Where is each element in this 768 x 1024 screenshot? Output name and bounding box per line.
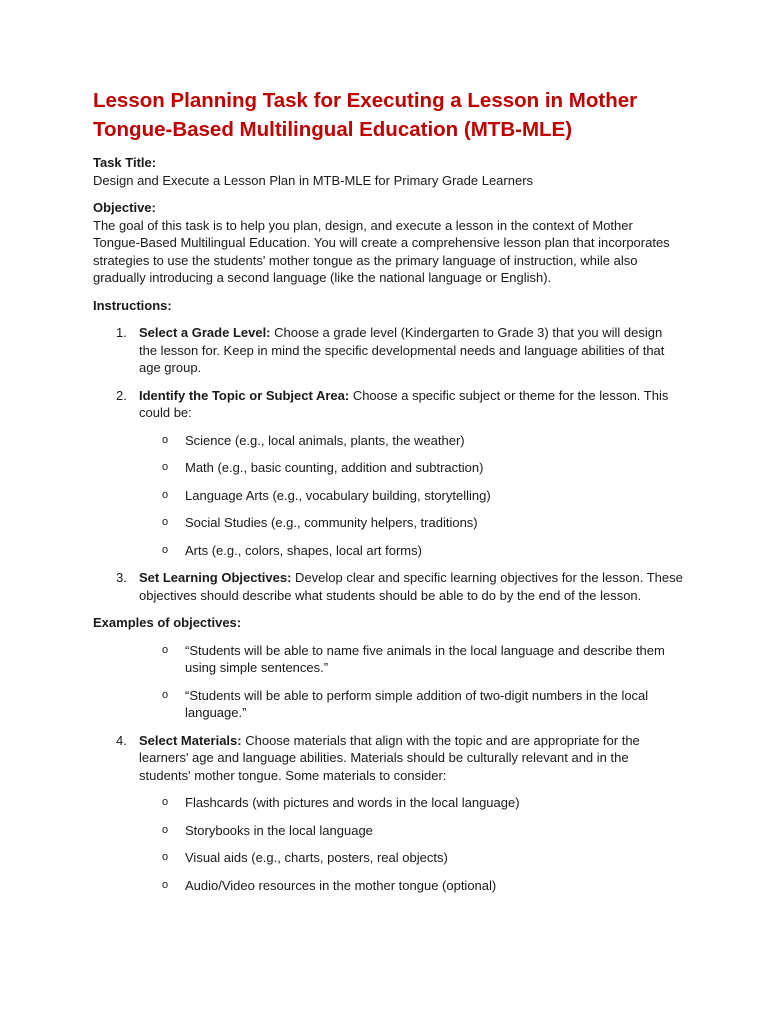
step-number: 3. <box>116 570 127 585</box>
examples-label: Examples of objectives: <box>93 615 242 630</box>
list-item: o Flashcards (with pictures and words in the local language) <box>162 795 520 810</box>
step-number: 4. <box>116 732 127 748</box>
bullet-icon: o <box>162 851 169 863</box>
bullet-icon: o <box>162 543 169 556</box>
instruction-step-2 <box>93 387 683 560</box>
objective-section <box>93 199 683 287</box>
list-item: o Social Studies (e.g., community helpers, traditions) <box>162 515 478 530</box>
step-number: 2. <box>116 387 127 403</box>
bullet-icon: o <box>162 433 169 446</box>
list-item: o Language Arts (e.g., vocabulary building, storytelling) <box>162 487 491 503</box>
materials-list <box>139 794 683 894</box>
step-text: Choose a specific subject or theme for the lesson. This could be: <box>139 387 669 420</box>
step-heading: Identify the Topic or Subject Area: <box>139 387 350 403</box>
instructions-label: Instructions: <box>93 297 172 313</box>
list-item: o Science (e.g., local animals, plants, the weather) <box>162 432 465 448</box>
objective-label: Objective: <box>93 200 156 215</box>
bullet-icon: o <box>162 878 169 891</box>
list-item: o “Students will be able to name five animals in the local language and describe them using simple sentences.” <box>162 642 665 675</box>
step-heading: Select a Grade Level: <box>139 325 271 340</box>
task-title-label: Task Title: <box>93 155 157 170</box>
instruction-step-3 <box>93 569 683 604</box>
instruction-step-4 <box>93 732 683 895</box>
task-title-section <box>93 154 683 189</box>
step-text: Develop clear and specific learning objectives for the lesson. These objectives should describe what students should be able to do by the end of the lesson. <box>139 570 683 603</box>
instructions-list <box>93 324 683 604</box>
list-item: o Visual aids (e.g., charts, posters, real objects) <box>162 850 448 865</box>
step-text: Choose materials that align with the topic and are appropriate for the learners' age and language abilities. Materials should be culturally relevant and in the students' mother tongue. Some materials to consider: <box>139 732 640 783</box>
document-page <box>93 86 683 904</box>
list-item: o Math (e.g., basic counting, addition and subtraction) <box>162 460 484 475</box>
instruction-step-1 <box>93 324 683 377</box>
step-number: 1. <box>116 325 127 340</box>
list-item: o “Students will be able to perform simple addition of two-digit numbers in the local language.” <box>162 687 649 720</box>
list-item: o Arts (e.g., colors, shapes, local art forms) <box>162 542 422 558</box>
list-item: o Audio/Video resources in the mother tongue (optional) <box>162 877 497 893</box>
document-title: Lesson Planning Task for Executing a Lesson in Mother Tongue-Based Multilingual Education (MTB-MLE) <box>93 89 638 141</box>
instructions-list-continued <box>93 732 683 895</box>
objective-text: The goal of this task is to help you plan, design, and execute a lesson in the context of Mother Tongue-Based Multilingual Education. You will create a comprehensive lesson plan that incorporates strategies to use the students' mother tongue as the primary language of instruction, while also gradually introducing a second language (like the national language or English). <box>93 217 670 285</box>
bullet-icon: o <box>162 688 169 701</box>
examples-list <box>93 642 683 722</box>
subject-area-list <box>139 432 683 560</box>
step-heading: Select Materials: <box>139 732 242 748</box>
bullet-icon: o <box>162 461 169 473</box>
task-title-text: Design and Execute a Lesson Plan in MTB-MLE for Primary Grade Learners <box>93 172 534 188</box>
step-text: Choose a grade level (Kindergarten to Grade 3) that you will design the lesson for. Keep in mind the specific developmental needs and language abilities of that age group. <box>139 325 665 375</box>
bullet-icon: o <box>162 488 169 501</box>
bullet-icon: o <box>162 823 169 836</box>
list-item: o Storybooks in the local language <box>162 822 373 838</box>
bullet-icon: o <box>162 796 169 808</box>
bullet-icon: o <box>162 643 169 656</box>
step-heading: Set Learning Objectives: <box>139 570 292 585</box>
bullet-icon: o <box>162 516 169 528</box>
